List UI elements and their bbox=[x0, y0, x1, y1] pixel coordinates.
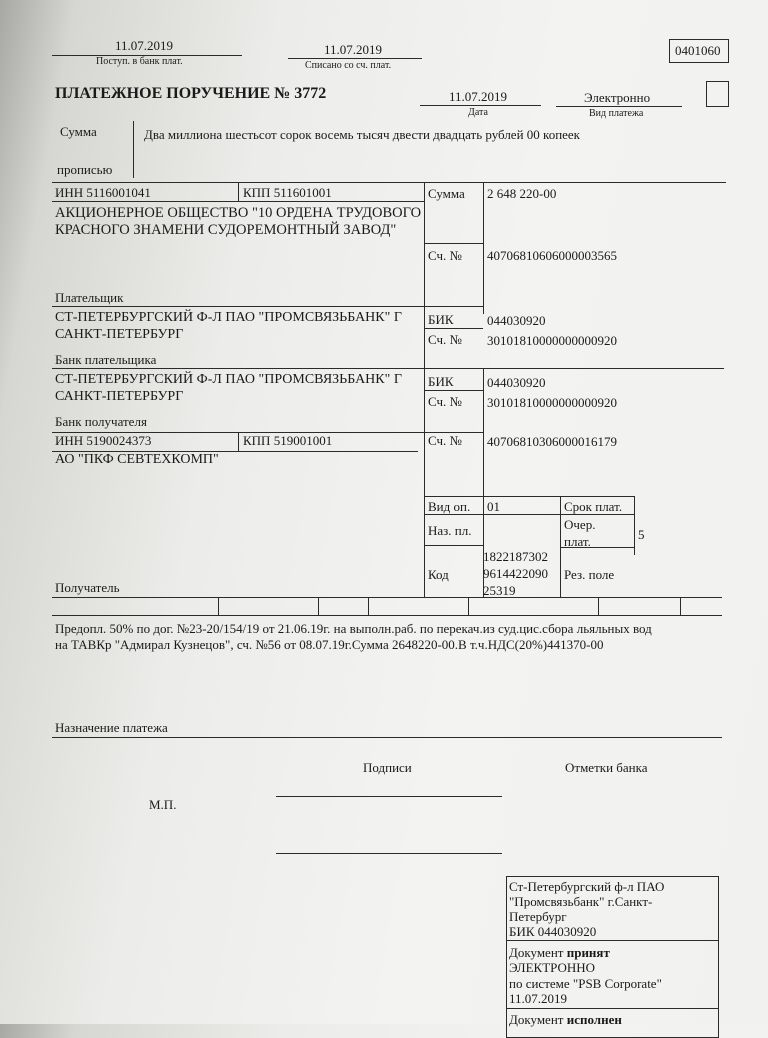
payer-bank-acc: 30101810000000000920 bbox=[487, 333, 617, 348]
payer-acc-label: Сч. № bbox=[428, 248, 462, 263]
payer-bank-bik-label: БИК bbox=[428, 312, 454, 327]
amount-words-divider bbox=[133, 121, 134, 178]
stamp-line-3: Петербург bbox=[509, 909, 567, 924]
grid-line bbox=[52, 597, 722, 598]
payer-bank-label: Банк плательщика bbox=[55, 352, 157, 367]
srok-label: Срок плат. bbox=[564, 499, 623, 514]
form-code-box bbox=[669, 39, 729, 63]
ocher-label-2: плат. bbox=[564, 534, 591, 549]
ocher-value: 5 bbox=[638, 527, 645, 542]
grid-line bbox=[52, 201, 424, 202]
payer-name: АКЦИОНЕРНОЕ ОБЩЕСТВО "10 ОРДЕНА ТРУДОВОГО КРАСНОГО ЗНАМЕНИ СУДОРЕМОНТНЫЙ ЗАВОД" bbox=[55, 205, 422, 239]
grid-line bbox=[424, 496, 634, 497]
payer-inn: ИНН 5116001041 bbox=[55, 185, 151, 200]
grid-line bbox=[52, 306, 483, 307]
amount-words-label-2: прописью bbox=[57, 162, 113, 177]
payment-type-code-box bbox=[706, 81, 729, 107]
date-debited-underline bbox=[288, 58, 422, 59]
recipient-name: АО "ПКФ СЕВТЕХКОМП" bbox=[55, 452, 219, 467]
stamp-line-2: "Промсвязьбанк" г.Санкт- bbox=[509, 894, 653, 909]
signatures-label: Подписи bbox=[363, 760, 412, 775]
recipient-bank-acc: 30101810000000000920 bbox=[487, 395, 617, 410]
payer-kpp: КПП 511601001 bbox=[243, 185, 332, 200]
purpose-line-1: Предопл. 50% по дог. №23-20/154/19 от 21.06.19г. на выполн.раб. по перекач.из суд.цис.сбора льяльных вод bbox=[55, 621, 652, 636]
order-date-underline bbox=[420, 105, 541, 106]
payer-bank-name: СТ-ПЕТЕРБУРГСКИЙ Ф-Л ПАО "ПРОМСВЯЗЬБАНК" Г САНКТ-ПЕТЕРБУРГ bbox=[55, 310, 402, 342]
recipient-bank-acc-label: Сч. № bbox=[428, 394, 462, 409]
payment-type-label: Вид платежа bbox=[589, 108, 644, 119]
purpose-underline bbox=[52, 737, 722, 738]
recipient-label: Получатель bbox=[55, 580, 120, 595]
amount-words-text: Два миллиона шестьсот сорок восемь тысяч двести двадцать рублей 00 копеек bbox=[144, 127, 581, 142]
signature-line-2 bbox=[276, 853, 502, 854]
stamp-line-5b: принят bbox=[566, 945, 610, 960]
stamp-line-9 bbox=[509, 1013, 622, 1026]
grid-line bbox=[483, 182, 484, 314]
order-date: 11.07.2019 bbox=[449, 89, 508, 104]
kod-line-2: 9614422090 bbox=[483, 566, 548, 581]
rez-label: Рез. поле bbox=[564, 567, 615, 582]
recipient-bank-label: Банк получателя bbox=[55, 414, 147, 429]
naz-pl-label: Наз. пл. bbox=[428, 523, 472, 538]
grid-line bbox=[424, 545, 483, 546]
payer-bank-bik: 044030920 bbox=[487, 313, 546, 328]
grid-line bbox=[680, 597, 681, 615]
amount-words-label-1: Сумма bbox=[60, 124, 97, 139]
grid-line bbox=[560, 496, 561, 597]
grid-line bbox=[368, 597, 369, 615]
payment-type-underline bbox=[556, 106, 682, 107]
payer-sum: 2 648 220-00 bbox=[487, 186, 557, 201]
grid-line bbox=[318, 597, 319, 615]
date-debited-label: Списано со сч. плат. bbox=[305, 60, 392, 71]
recipient-bank-bik-label: БИК bbox=[428, 374, 454, 389]
payment-type: Электронно bbox=[584, 90, 651, 105]
bank-stamp-divider bbox=[506, 1008, 718, 1009]
date-received: 11.07.2019 bbox=[115, 38, 174, 53]
vid-op: 01 bbox=[487, 499, 500, 514]
kod-label: Код bbox=[428, 567, 449, 582]
bank-marks-label: Отметки банка bbox=[565, 760, 648, 775]
ocher-label-1: Очер. bbox=[564, 517, 596, 532]
recipient-bank-name: СТ-ПЕТЕРБУРГСКИЙ Ф-Л ПАО "ПРОМСВЯЗЬБАНК" Г САНКТ-ПЕТЕРБУРГ bbox=[55, 372, 402, 404]
signature-line-1 bbox=[276, 796, 502, 797]
mp-label: М.П. bbox=[149, 797, 177, 812]
payer-label: Плательщик bbox=[55, 290, 124, 305]
grid-line bbox=[468, 597, 469, 615]
document-title: ПЛАТЕЖНОЕ ПОРУЧЕНИЕ № 3772 bbox=[55, 85, 327, 102]
grid-line bbox=[634, 496, 635, 555]
grid-line bbox=[424, 390, 483, 391]
date-received-label: Поступ. в банк плат. bbox=[96, 56, 183, 67]
stamp-line-1: Ст-Петербургский ф-л ПАО bbox=[509, 879, 665, 894]
purpose-line-2: на ТАВКр "Адмирал Кузнецов", сч. №56 от 08.07.19г.Сумма 2648220-00.В т.ч.НДС(20%)441370-00 bbox=[55, 637, 604, 652]
form-code: 0401060 bbox=[675, 43, 721, 58]
kod-line-1: 1822187302 bbox=[483, 549, 548, 564]
payer-acc: 40706810606000003565 bbox=[487, 248, 617, 263]
bank-stamp-divider bbox=[506, 940, 718, 941]
purpose-label: Назначение платежа bbox=[55, 720, 168, 735]
date-debited: 11.07.2019 bbox=[324, 42, 383, 57]
grid-line bbox=[598, 597, 599, 615]
recipient-kpp: КПП 519001001 bbox=[243, 433, 333, 448]
grid-line bbox=[424, 328, 483, 329]
kod-line-3: 25319 bbox=[483, 583, 516, 598]
payer-sum-label: Сумма bbox=[428, 186, 465, 201]
stamp-line-5 bbox=[509, 946, 610, 959]
stamp-line-8: 11.07.2019 bbox=[509, 991, 568, 1006]
stamp-line-4: БИК 044030920 bbox=[509, 924, 597, 939]
grid-line bbox=[424, 514, 634, 515]
grid-line bbox=[238, 182, 239, 201]
grid-line bbox=[52, 182, 726, 183]
recipient-inn: ИНН 5190024373 bbox=[55, 433, 152, 448]
stamp-line-7: по системе "PSB Corporate" bbox=[509, 976, 662, 991]
grid-line bbox=[218, 597, 219, 615]
grid-line bbox=[52, 615, 722, 616]
stamp-line-9b: исполнен bbox=[566, 1012, 622, 1027]
vid-op-label: Вид оп. bbox=[428, 499, 471, 514]
order-date-label: Дата bbox=[468, 107, 488, 118]
payer-bank-acc-label: Сч. № bbox=[428, 332, 462, 347]
stamp-line-9a: Документ bbox=[509, 1012, 567, 1027]
stamp-line-6: ЭЛЕКТРОННО bbox=[509, 960, 596, 975]
recipient-bank-bik: 044030920 bbox=[487, 375, 546, 390]
stamp-line-5a: Документ bbox=[509, 945, 567, 960]
recipient-acc-label: Сч. № bbox=[428, 433, 462, 448]
grid-line bbox=[238, 432, 239, 451]
recipient-acc: 40706810306000016179 bbox=[487, 434, 617, 449]
grid-line bbox=[424, 243, 483, 244]
grid-line bbox=[52, 368, 724, 369]
